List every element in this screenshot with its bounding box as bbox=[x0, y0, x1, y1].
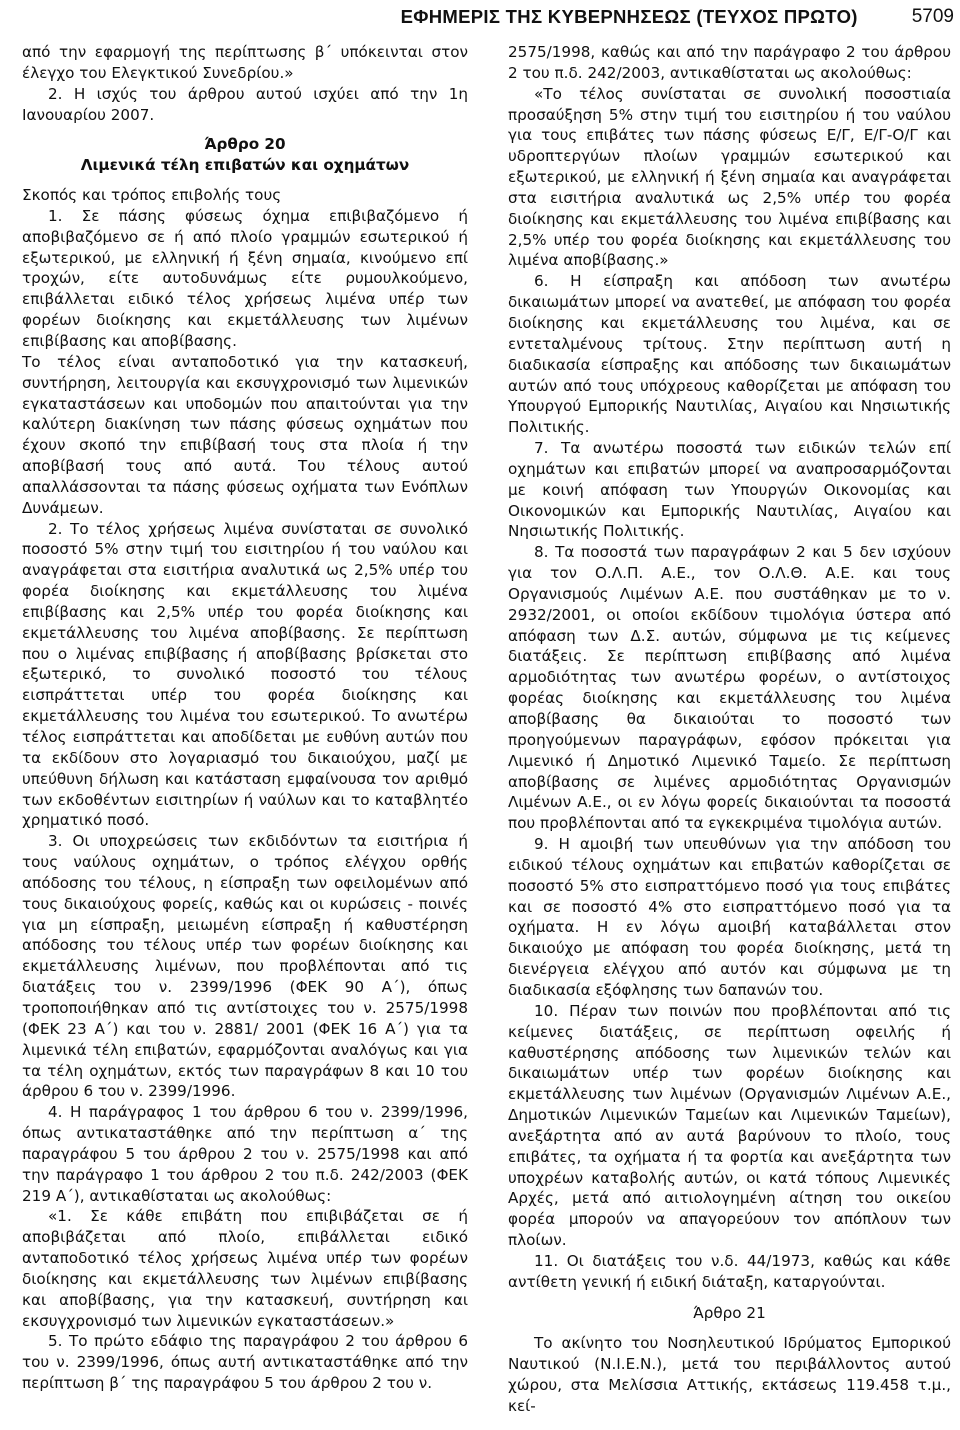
left-column bbox=[22, 42, 468, 1394]
purpose-heading: Σκοπός και τρόπος επιβολής τους bbox=[22, 186, 282, 205]
paragraph: 3. Οι υποχρεώσεις των εκδιδόντων τα εισιτήρια ή τους ναύλους οχημάτων, ο τρόπος ελέγχου ορθής απόδοσης του τέλους, η είσπραξη των οφειλομένων από τους δικαιούχους φορείς, καθώς και οι κυρώσεις - ποινές για μη είσπραξη, μειωμένη είσπραξη ή καθυστέρηση απόδοσης του τέλους υπέρ των φορέων διοίκησης και εκμετάλλευσης λιμένων, που προβλέπονται από τις διατάξεις του ν. 2399/1996 (ΦΕΚ 90 Α΄), όπως τροποποιήθηκαν από τις αντίστοιχες του ν. 2575/1998 (ΦΕΚ 23 Α΄) και του ν. 2881/ 2001 (ΦΕΚ 16 Α΄) για τα λιμενικά τέλη επιβατών, εφαρμόζονται αναλόγως και για τα τέλη οχημάτων, εκτός των παραγράφων 8 και 10 του άρθρου 6 του ν. 2399/1996. bbox=[22, 832, 468, 1101]
paragraph: 5. Το πρώτο εδάφιο της παραγράφου 2 του άρθρου 6 του ν. 2399/1996, όπως αυτή αντικαταστάθηκε από την περίπτωση β΄ της παραγράφου 5 του άρθρου 2 του ν. bbox=[22, 1332, 468, 1393]
paragraph: 4. Η παράγραφος 1 του άρθρου 6 του ν. 2399/1996, όπως αντικαταστάθηκε από την περίπτωση α΄ της παραγράφου 5 του άρθρου 2 του ν. 2575/1998 και από την παράγραφο 1 του άρθρου 2 του π.δ. 242/2003 (ΦΕΚ 219 Α΄), αντικαθίσταται ως ακολούθως: bbox=[22, 1103, 468, 1205]
page-header bbox=[22, 2, 954, 32]
paragraph: 2. Το τέλος χρήσεως λιμένα συνίσταται σε συνολικό ποσοστό 5% στην τιμή του εισιτηρίου ή του ναύλου και αναγράφεται στα εισιτήρια αναλυτικά ως 2,5% υπέρ του φορέα διοίκησης και εκμετάλλευσης του λιμένα επιβίβασης και 2,5% υπέρ του φορέα διοίκησης και εκμετάλλευσης του λιμένα αποβίβασης. Σε περίπτωση που ο λιμένας επιβίβασης ή αποβίβασης βρίσκεται στο εξωτερικό, το συνολικό ποσοστό του τέλους εισπράττεται υπέρ του φορέα διοίκησης και εκμετάλλευσης του λιμένα του εσωτερικού. Το ανωτέρω τέλος εισπράττεται και αποδίδεται με ευθύνη αυτών που τα εκδίδουν στο λογαριασμό του δικαιούχου, μαζί με υπεύθυνη δήλωση και κατάσταση εμφαίνουσα τον αριθμό των εκδοθέντων εισιτηρίων ή ναύλων και το καταβλητέο χρηματικό ποσό. bbox=[22, 519, 468, 830]
paragraph: «Το τέλος συνίσταται σε συνολική ποσοστιαία προσαύξηση 5% στην τιμή του εισιτηρίου ή του ναύλου για τους επιβάτες των πάσης φύσεως Ε/Γ, Ε/Γ-Ο/Γ και υδροπτεργύων πλοίων γραμμών εσωτερικού και εξωτερικού, με ελληνική ή ξένη σημαία και αναγράφεται στα εισιτήρια αναλυτικά ως 2,5% υπέρ του φορέα διοίκησης και εκμετάλλευσης του λιμένα επιβίβασης και 2,5% υπέρ του φορέα διοίκησης και εκμετάλλευσης του λιμένα αποβίβασης.» bbox=[508, 84, 951, 270]
paragraph: 2575/1998, καθώς και από την παράγραφο 2 του άρθρου 2 του π.δ. 242/2003, αντικαθίσταται ως ακολούθως: bbox=[508, 43, 951, 82]
paragraph: «1. Σε κάθε επιβάτη που επιβιβάζεται σε ή αποβιβάζεται από πλοίο, επιβάλλεται ειδικό ανταποδοτικό τέλος χρήσεως λιμένα υπέρ των φορέων διοίκησης και εκμετάλλευσης των λιμένων επιβίβασης και αποβίβασης, για την κατασκευή, συντήρηση και εκσυγχρονισμό των λιμενικών εγκαταστάσεων.» bbox=[22, 1207, 468, 1330]
paragraph: 2. Η ισχύς του άρθρου αυτού ισχύει από την 1η Ιανουαρίου 2007. bbox=[22, 84, 468, 124]
paragraph: 9. Η αμοιβή των υπευθύνων για την απόδοση του ειδικού τέλους οχημάτων και επιβατών καθορίζεται σε ποσοστό 5% στο εισπραττόμενο ποσό για τους επιβάτες και σε ποσοστό 4% στο εισπραττόμενο ποσό για τα οχήματα. Η εν λόγω αμοιβή καταβάλλεται στον δικαιούχο με απόφαση του φορέα διοίκησης, μετά τη διενέργεια ελέγχου από αυτόν και σύμφωνα με τη διαδικασία εξόφλησης των δαπανών του. bbox=[508, 835, 951, 999]
paragraph: Το ακίνητο του Νοσηλευτικού Ιδρύματος Εμπορικού Ναυτικού (Ν.Ι.Ε.Ν.), μετά του περιβάλλοντος αυτού χώρου, στα Μελίσσια Αττικής, εκτάσεως 119.458 τ.μ., κεί- bbox=[508, 1334, 951, 1415]
paragraph: 10. Πέραν των ποινών που προβλέπονται από τις κείμενες διατάξεις, σε περίπτωση οφειλής ή καθυστέρησης απόδοσης των λιμενικών τελών και δικαιωμάτων υπέρ των φορέων διοίκησης και εκμετάλλευσης των λιμένων (Οργανισμών Λιμένων Α.Ε., Δημοτικών Λιμενικών Ταμείων και Λιμενικών Ταμείων), ανεξάρτητα από αν αυτά βαρύνουν το πλοίο, τους επιβάτες, τα οχήματα ή τα φορτία και ανεξάρτητα των υποχρέων καταβολής αυτών, οι κατά τόπους Λιμενικές Αρχές, μετά από αιτιολογημένη αίτηση του οικείου φορέα μπορούν να απαγορεύουν τον απόπλουν των πλοίων. bbox=[508, 1001, 951, 1250]
paragraph: από την εφαρμογή της περίπτωσης β΄ υπόκεινται στον έλεγχο του Ελεγκτικού Συνεδρίου.» bbox=[22, 43, 468, 82]
paragraph: 11. Οι διατάξεις του ν.δ. 44/1973, καθώς και κάθε αντίθετη γενική ή ειδική διάταξη, καταργούνται. bbox=[508, 1251, 951, 1291]
paragraph: Το τέλος είναι ανταποδοτικό για την κατασκευή, συντήρηση, λειτουργία και εκσυγχρονισμό των λιμενικών εγκαταστάσεων και υποδομών που απαιτούνται για την καλύτερη διακίνηση των πάσης φύσεως οχημάτων που έχουν σκοπό την επιβίβασή τους στα πλοία ή την αποβίβασή τους από αυτά. Του τέλους αυτού απαλλάσσονται τα πάσης φύσεως οχήματα των Ενόπλων Δυνάμεων. bbox=[22, 352, 468, 517]
paragraph: 1. Σε πάσης φύσεως όχημα επιβιβαζόμενο ή αποβιβαζόμενο σε ή από πλοίο γραμμών εσωτερικού ή εξωτερικού, με ελληνική ή ξένη σημαία, κινούμενο επί τροχών, είτε αυτοδυνάμως είτε ρυμουλκούμενο, επιβάλλεται ειδικό τέλος χρήσεως λιμένα υπέρ των φορέων διοίκησης και εκμετάλλευσης των λιμένων επιβίβασης και αποβίβασης. bbox=[22, 206, 468, 350]
article-20-subtitle: Λιμενικά τέλη επιβατών και οχημάτων bbox=[80, 156, 410, 175]
paragraph: 8. Τα ποσοστά των παραγράφων 2 και 5 δεν ισχύουν για τον Ο.Λ.Π. Α.Ε., τον Ο.Λ.Θ. Α.Ε. και τους Οργανισμούς Λιμένων Α.Ε. που συστάθηκαν με το ν. 2932/2001, οι οποίοι εκδίδουν τιμολόγια ύστερα από απόφαση των Δ.Σ. αυτών, σύμφωνα με τις κείμενες διατάξεις. Σε περίπτωση επιβίβασης από λιμένα αρμοδιότητας των ανωτέρω φορέων, ο αντίστοιχος φορέας διοίκησης και εκμετάλλευσης του λιμένα αποβίβασης θα δικαιούται το ποσοστό των προηγούμενων παραγράφων, εφόσον πρόκειται για Λιμενικό ή Δημοτικό Λιμενικό Ταμείο. Σε περίπτωση αποβίβασης σε λιμένες αρμοδιότητας Οργανισμών Λιμένων Α.Ε., οι εν λόγω φορείς δικαιούνται τα ποσοστά που προβλέπονται από τα εγκεκριμένα τιμολόγια αυτών. bbox=[508, 543, 951, 833]
paragraph: 6. Η είσπραξη και απόδοση των ανωτέρω δικαιωμάτων μπορεί να ανατεθεί, με απόφαση του φορέα διοίκησης και εκμετάλλευσης του λιμένα, και σε εντεταλμένους τρίτους. Στην περίπτωση αυτή η διαδικασία είσπραξης και απόδοσης των δικαιωμάτων αυτών από τους υπόχρεους καθορίζεται με απόφαση του Υπουργού Εμπορικής Ναυτιλίας, Αιγαίου και Νησιωτικής Πολιτικής. bbox=[508, 272, 951, 437]
page-number: 5709 bbox=[911, 6, 954, 27]
gazette-title: ΕΦΗΜΕΡΙΣ ΤΗΣ ΚΥΒΕΡΝΗΣΕΩΣ (ΤΕΥΧΟΣ ΠΡΩΤΟ) bbox=[400, 6, 858, 27]
right-column bbox=[508, 42, 951, 1417]
article-20-title: Άρθρο 20 bbox=[204, 135, 286, 154]
article-21-title: Άρθρο 21 bbox=[693, 1303, 766, 1322]
paragraph: 7. Τα ανωτέρω ποσοστά των ειδικών τελών επί οχημάτων και επιβατών μπορεί να αναπροσαρμόζονται με κοινή απόφαση των Υπουργών Οικονομίας και Οικονομικών και Εμπορικής Ναυτιλίας, Αιγαίου και Νησιωτικής Πολιτικής. bbox=[508, 439, 951, 541]
